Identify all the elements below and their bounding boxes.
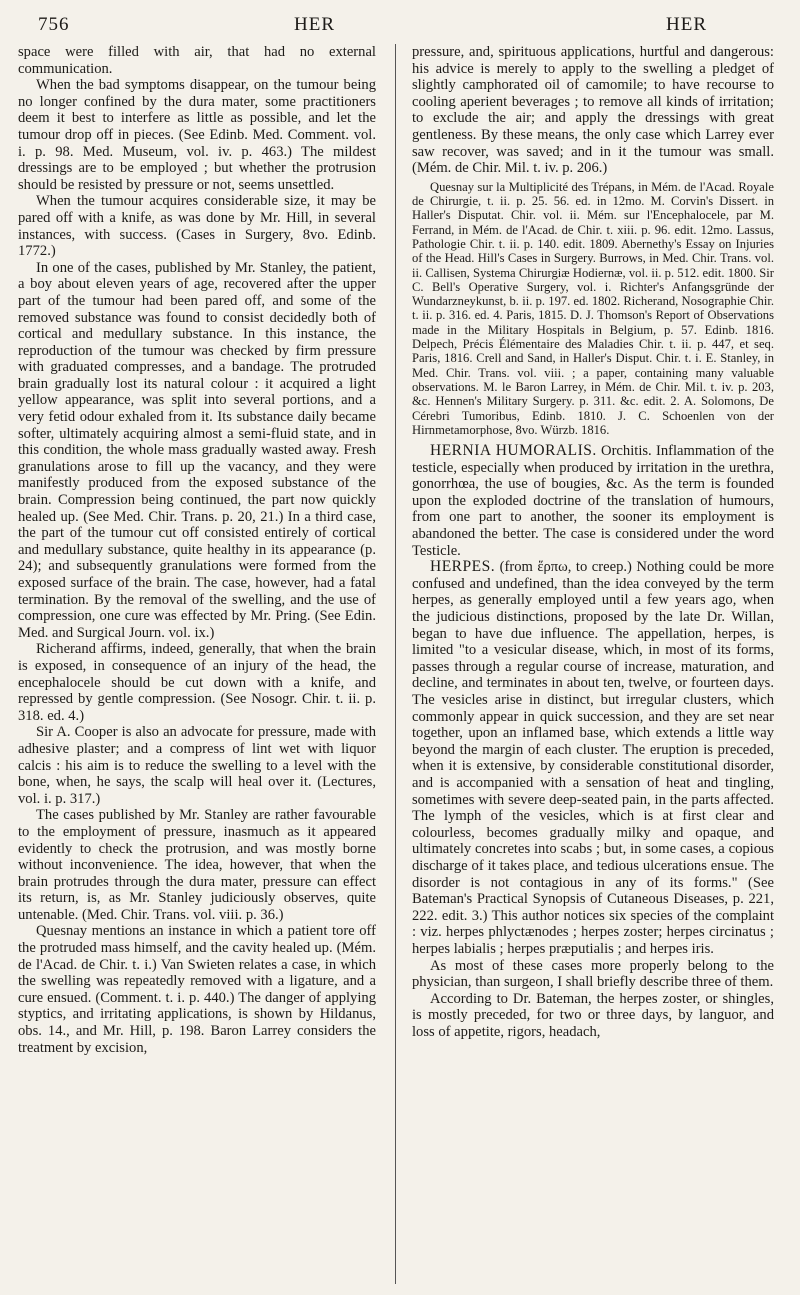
paragraph: When the bad symptoms disappear, on the tumour being no longer confined by the dura mater, some practitioners deem it best to interfere as little as possible, and let the tumour drop off in pieces. (See Edinb. Med. Comment. vol. i. p. 98. Med. Museum, vol. iv. p. 463.) The mildest dressings are to be employed ; but whether the protrusion should be resisted by pressure or not, seems unsettled. — [18, 77, 376, 193]
paragraph: In one of the cases, published by Mr. Stanley, the patient, a boy about eleven years of age, recovered after the upper part of the tumour had been pared off, and some of the removed substance was found to consist decidedly both of cortical and medullary substance. In this instance, the reproduction of the tumour was checked by firm pressure with graduated compresses, and a bandage. The protruded brain gradually lost its natural colour : it acquired a light yellow appearance, was split into several portions, and a very fetid odour exhaled from it. Its substance daily became softer, ultimately acquiring almost a semi-fluid state, and in this condition, the whole mass gradually wasted away. Fresh granulations arose to fill up the vacancy, and they were manifestly produced from the exposed substance of the brain. Compression being continued, the part now quickly healed up. (See Med. Chir. Trans. p. 20, 21.) In a third case, the part of the tumour cut off consisted entirely of cortical and medullary substance, quite healthy in its appearance (p. 24); and subsequently granulations were formed from the exposed surface of the brain. The case, however, had a fatal termination. By the removal of the swelling, and the use of compression, one cure was effected by Mr. Pring. (See Edin. Med. and Surgical Journ. vol. ix.) — [18, 259, 376, 641]
paragraph: As most of these cases more properly belong to the physician, than surgeon, I shall briefly describe three of them. — [412, 957, 774, 991]
paragraph: The cases published by Mr. Stanley are rather favourable to the employment of pressure, inasmuch as it appeared evidently to check the protrusion, and was mostly borne without inconvenience. The idea, however, that when the brain protrudes through the dura mater, pressure can effect its return, is, as Mr. Stanley judiciously observes, quite untenable. (Med. Chir. Trans. vol. viii. p. 36.) — [18, 807, 376, 923]
entry-text: (from ἕρπω, to creep.) Nothing could be more confused and undefined, than the idea conveyed by the term herpes, as generally employed until a few years ago, when the judicious distinctions, proposed by the late Dr. Willan, began to have due influence. The appellation, herpes, is limited "to a vesicular disease, which, in most of its forms, passes through a regular course of increase, maturation, and decline, and terminates in about ten, twelve, or fourteen days. The vesicles arise in distinct, but irregular clusters, which commonly appear in quick succession, and they are set near together, upon an inflamed base, which extends a little way beyond the margin of each cluster. The eruption is preceded, when it is extensive, by considerable constitutional disorder, and is accompanied with a sensation of heat and tingling, sometimes with severe deep-seated pain, in the parts affected. The lymph of the vesicles, which is at first clear and colourless, becomes gradually milky and opaque, and ultimately concretes into scabs ; but, in some cases, a copious discharge of it takes place, and tedious ulcerations ensue. The disorder is not contagious in any of its forms." (See Bateman's Practical Synopsis of Cutaneous Diseases, p. 221, 222. edit. 3.) This author notices six species of the complaint : viz. herpes phlyctænodes ; herpes zoster; herpes circinatus ; herpes labialis ; herpes præputialis ; and herpes iris. — [412, 559, 774, 957]
paragraph: space were filled with air, that had no external communication. — [18, 44, 376, 77]
entry-text: Orchitis. Inflammation of the testicle, especially when produced by irritation in the urethra, gonorrhœa, the use of bougies, &c. As the term is founded upon the exploded doctrine of the translation of humours, from one part to another, the sooner its employment is abandoned the better. The case is considered under the word Testicle. — [412, 443, 774, 559]
entry-headword: HERNIA HUMORALIS. — [430, 442, 597, 460]
paragraph: Quesnay mentions an instance in which a patient tore off the protruded mass himself, and the cavity healed up. (Mém. de l'Acad. de Chir. t. i.) Van Swieten relates a case, in which the swelling was repeatedly removed with a ligature, and a cure ensued. (Comment. t. i. p. 440.) The danger of applying styptics, and irritating applications, is shown by Hildanus, obs. 14., and Mr. Hill, p. 198. Baron Larrey considers the treatment by excision, — [18, 923, 376, 1056]
right-column — [412, 44, 774, 1040]
column-divider — [395, 44, 396, 1284]
dictionary-entry-hernia-humoralis — [412, 443, 774, 559]
right-running-head: HER — [666, 14, 707, 35]
dictionary-entry-herpes — [412, 559, 774, 957]
paragraph: Sir A. Cooper is also an advocate for pressure, made with adhesive plaster; and a compress of lint wet with liquor calcis : his aim is to reduce the swelling to a level with the bone, when, he says, the scalp will heal over it. (Lectures, vol. i. p. 317.) — [18, 724, 376, 807]
page-number: 756 — [38, 14, 70, 35]
paragraph: According to Dr. Bateman, the herpes zoster, or shingles, is mostly preceded, for two or three days, by languor, and loss of appetite, rigors, headach, — [412, 990, 774, 1040]
paragraph: Richerand affirms, indeed, generally, that when the brain is exposed, in consequence of an injury of the head, the encephalocele should be cut down with a knife, and repressed by gentle compression. (See Nosogr. Chir. t. ii. p. 318. ed. 4.) — [18, 641, 376, 724]
paragraph: When the tumour acquires considerable size, it may be pared off with a knife, as was done by Mr. Hill, in several instances, with success. (Cases in Surgery, 8vo. Edinb. 1772.) — [18, 193, 376, 260]
running-header — [38, 14, 774, 40]
entry-headword: HERPES. — [430, 558, 496, 576]
references-list: Quesnay sur la Multiplicité des Trépans, in Mém. de l'Acad. Royale de Chirurgie, t. ii. p. 25. 56. ed. in 12mo. M. Corvin's Dissert. in Haller's Disputat. Chir. vol. ii. Mém. sur l'Encephalocele, par M. Ferrand, in Mém. de l'Acad. de Chir. t. xiii. p. 96. edit. 12mo. Lassus, Pathologie Chir. t. ii. p. 140. edit. 1809. Abernethy's Essay on Injuries of the Head. Hill's Cases in Surgery. Burrows, in Med. Chir. Trans. vol. ii. Callisen, Systema Chirurgiæ Hodiernæ, vol. ii. p. 512. edit. 1800. Sir C. Bell's Operative Surgery, vol. i. Richter's Anfangsgründe der Wundarzneykunst, b. ii. p. 197. ed. 1802. Richerand, Nosographie Chir. t. ii. p. 316. ed. 4. Paris, 1815. D. J. Thomson's Report of Observations made in the Military Hospitals in Belgium, p. 57. Edinb. 1816. Delpech, Précis Élémentaire des Maladies Chir. t. ii. p. 447, et seq. Paris, 1816. Crell and Sand, in Haller's Disput. Chir. t. i. E. Stanley, in Med. Chir. Trans. vol. viii. ; a paper, containing many valuable observations. M. le Baron Larrey, in Mém. de Chir. Mil. t. iv. p. 203, &c. Hennen's Military Surgery. p. 311. &c. edit. 2. A. Solomons, De Cérebri Tumoribus, Edinb. 1810. J. C. Schoenlen von der Hirnmetamorphose, 8vo. Würzb. 1816. — [412, 179, 774, 437]
left-column — [18, 44, 376, 1056]
left-running-head: HER — [294, 14, 335, 35]
paragraph: pressure, and, spirituous applications, hurtful and dangerous: his advice is merely to apply to the swelling a pledget of slightly camphorated oil of camomile; to have recourse to cooling aperient beverages ; to remove all kinds of irritation; to exclude the air; and apply the dressings with great gentleness. By these means, the only case which Larrey ever saw recover, was saved; and in it the tumour was small. (Mém. de Chir. Mil. t. iv. p. 206.) — [412, 44, 774, 177]
